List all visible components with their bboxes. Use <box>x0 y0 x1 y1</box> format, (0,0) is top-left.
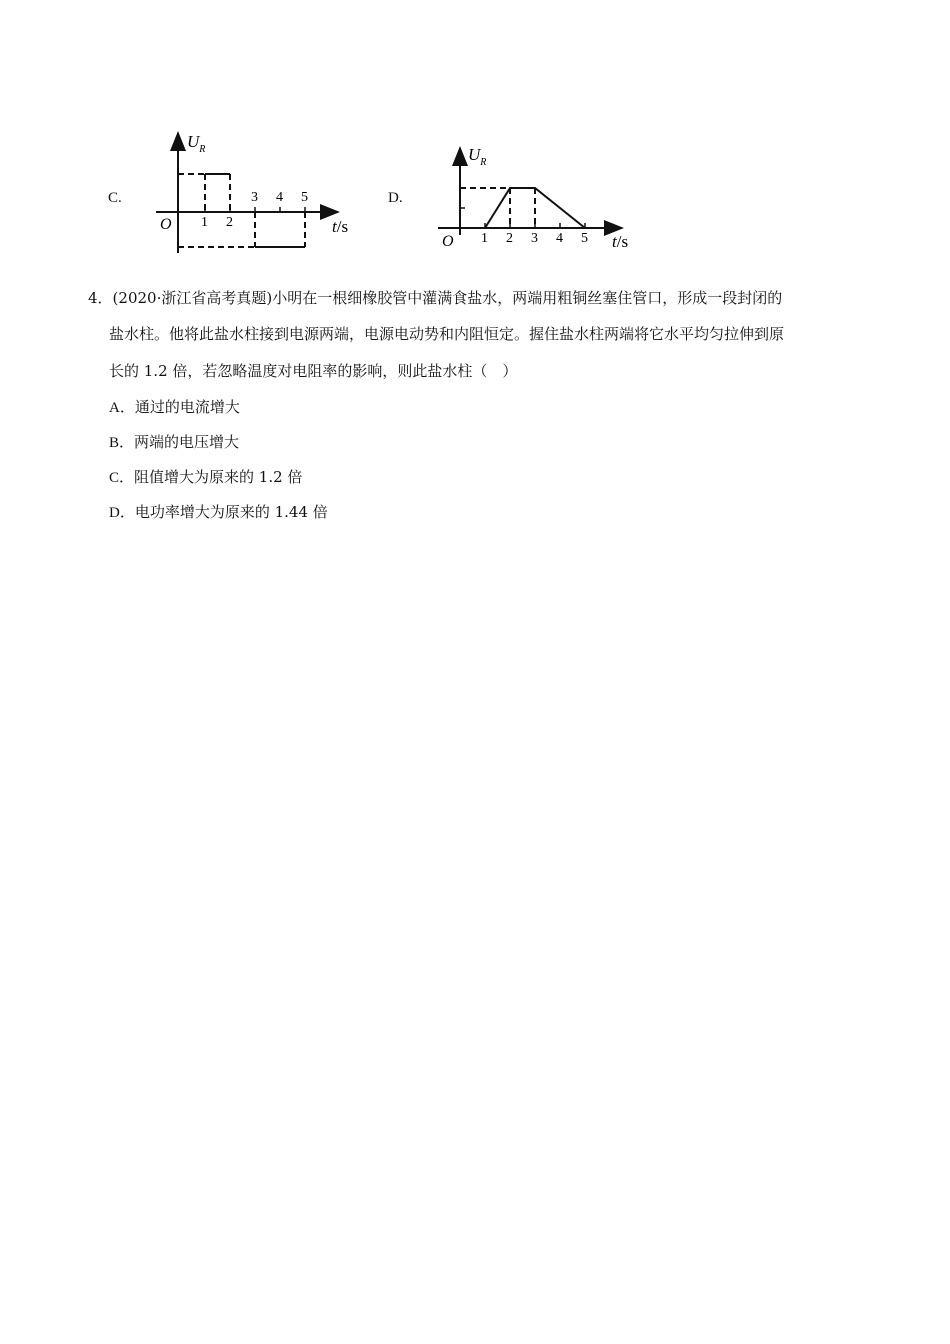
x-axis-label: t/s <box>332 217 349 236</box>
x-axis-label: t/s <box>612 232 629 251</box>
option-c-label: C. <box>108 190 122 206</box>
tick-1: 1 <box>481 231 488 246</box>
tick-5: 5 <box>301 190 308 205</box>
tick-4: 4 <box>276 190 283 205</box>
origin-label: O <box>160 216 172 233</box>
option-d: D．电功率增大为原来的 1.44 倍 <box>109 503 328 521</box>
origin-label: O <box>442 233 454 250</box>
tick-5: 5 <box>581 231 588 246</box>
graph-d <box>430 140 645 255</box>
option-b: B．两端的电压增大 <box>109 433 240 451</box>
question-number: 4． <box>88 289 113 307</box>
option-d-label: D. <box>388 190 403 206</box>
tick-3: 3 <box>531 231 538 246</box>
y-axis-label: $U_R$ <box>187 132 206 155</box>
tick-2: 2 <box>226 215 233 230</box>
y-axis-label: $U_R$ <box>468 145 487 168</box>
question-line-2: 盐水柱。他将此盐水柱接到电源两端，电源电动势和内阻恒定。握住盐水柱两端将它水平均匀拉伸到原 <box>109 325 785 343</box>
question-line-3: 长的 1.2 倍，若忽略温度对电阻率的影响，则此盐水柱（ ） <box>109 362 518 380</box>
option-a: A．通过的电流增大 <box>109 398 240 416</box>
graph-c <box>150 125 365 260</box>
tick-1: 1 <box>201 215 208 230</box>
tick-4: 4 <box>556 231 563 246</box>
question-text-1: (2020·浙江省高考真题)小明在一根细橡胶管中灌满食盐水，两端用粗铜丝塞住管口，形成一段封闭的 <box>112 289 783 307</box>
tick-2: 2 <box>506 231 513 246</box>
option-c: C．阻值增大为原来的 1.2 倍 <box>109 468 303 486</box>
question-line-1 <box>88 288 782 308</box>
tick-3: 3 <box>251 190 258 205</box>
